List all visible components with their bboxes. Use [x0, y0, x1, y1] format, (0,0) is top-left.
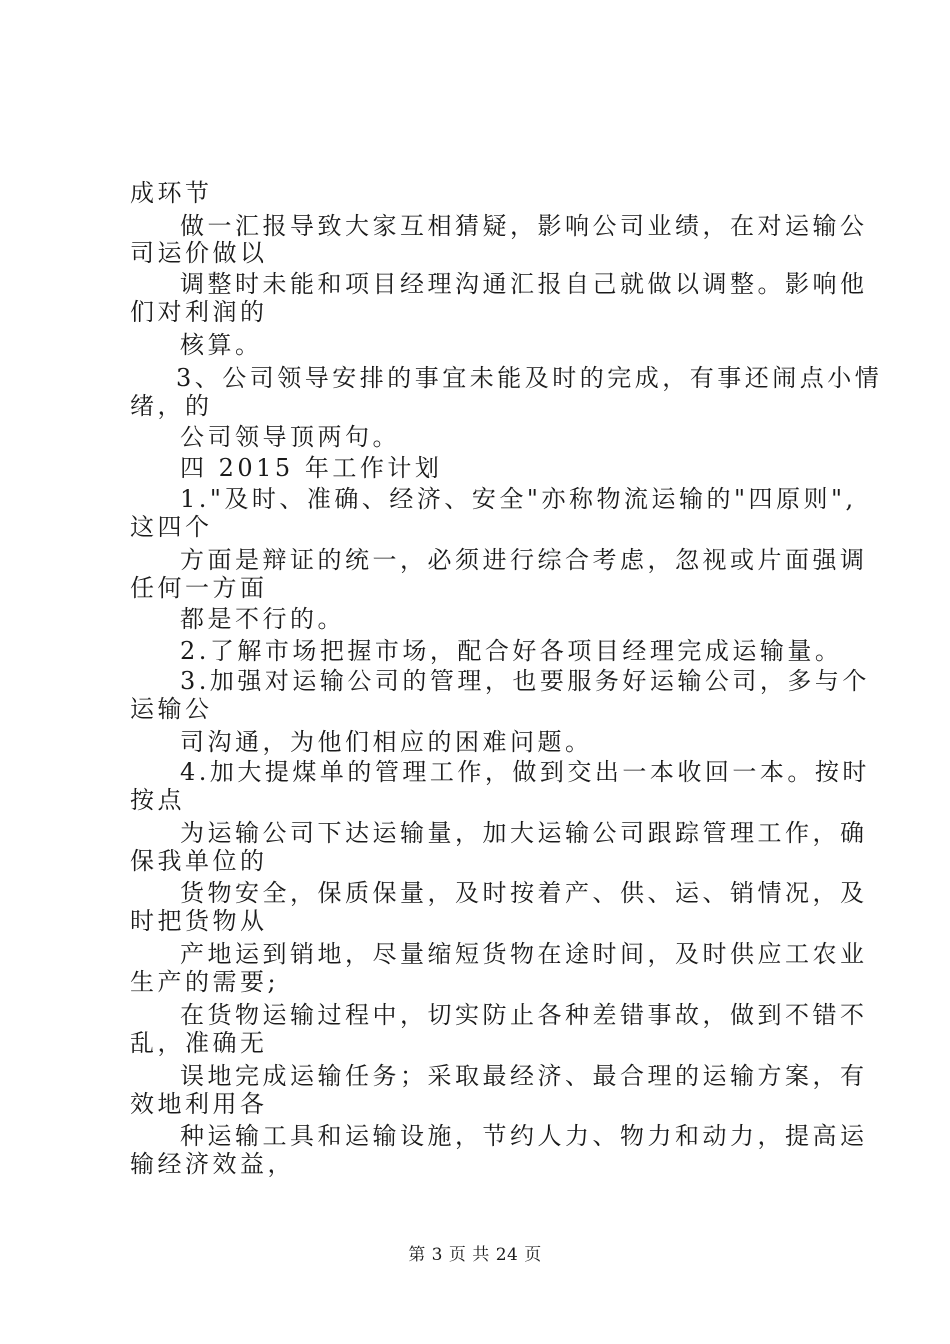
text-line: 生产的需要;: [130, 968, 280, 996]
text-line: 3.加强对运输公司的管理，也要服务好运输公司，多与个: [180, 667, 870, 695]
text-line: 3、公司领导安排的事宜未能及时的完成，有事还闹点小情: [176, 364, 883, 392]
text-line: 这四个: [130, 513, 213, 541]
text-line: 绪，的: [130, 392, 213, 420]
text-line: 按点: [130, 786, 185, 814]
text-line: 输经济效益，: [130, 1150, 295, 1178]
text-line: 做一汇报导致大家互相猜疑，影响公司业绩，在对运输公: [180, 212, 868, 240]
page-number-footer: 第 3 页 共 24 页: [408, 1245, 542, 1265]
text-line: 司运价做以: [130, 239, 268, 267]
text-line: 效地利用各: [130, 1090, 268, 1118]
text-line: 2.了解市场把握市场，配合好各项目经理完成运输量。: [180, 637, 843, 665]
text-line: 误地完成运输任务；采取最经济、最合理的运输方案，有: [180, 1062, 868, 1090]
text-line: 成环节: [130, 179, 213, 207]
text-line: 方面是辩证的统一，必须进行综合考虑，忽视或片面强调: [180, 546, 868, 574]
text-line: 货物安全，保质保量，及时按着产、供、运、销情况，及: [180, 879, 868, 907]
text-line: 司沟通，为他们相应的困难问题。: [180, 728, 593, 756]
text-line: 乱，准确无: [130, 1029, 268, 1057]
text-line: 都是不行的。: [180, 605, 345, 633]
text-line: 产地运到销地，尽量缩短货物在途时间，及时供应工农业: [180, 940, 868, 968]
text-line: 们对利润的: [130, 298, 268, 326]
text-line: 调整时未能和项目经理沟通汇报自己就做以调整。影响他: [180, 270, 868, 298]
text-line: 核算。: [180, 331, 263, 359]
text-line: 时把货物从: [130, 907, 268, 935]
text-line: 在货物运输过程中，切实防止各种差错事故，做到不错不: [180, 1001, 868, 1029]
text-line: 4.加大提煤单的管理工作，做到交出一本收回一本。按时: [180, 758, 870, 786]
text-line: 运输公: [130, 695, 213, 723]
text-line: 公司领导顶两句。: [180, 423, 400, 451]
text-line: 保我单位的: [130, 847, 268, 875]
text-line: 种运输工具和运输设施，节约人力、物力和动力，提高运: [180, 1122, 868, 1150]
text-line: 为运输公司下达运输量，加大运输公司跟踪管理工作，确: [180, 819, 868, 847]
section-heading: 四 2015 年工作计划: [180, 454, 443, 482]
text-line: 1."及时、准确、经济、安全"亦称物流运输的"四原则",: [180, 485, 857, 513]
text-line: 任何一方面: [130, 574, 268, 602]
